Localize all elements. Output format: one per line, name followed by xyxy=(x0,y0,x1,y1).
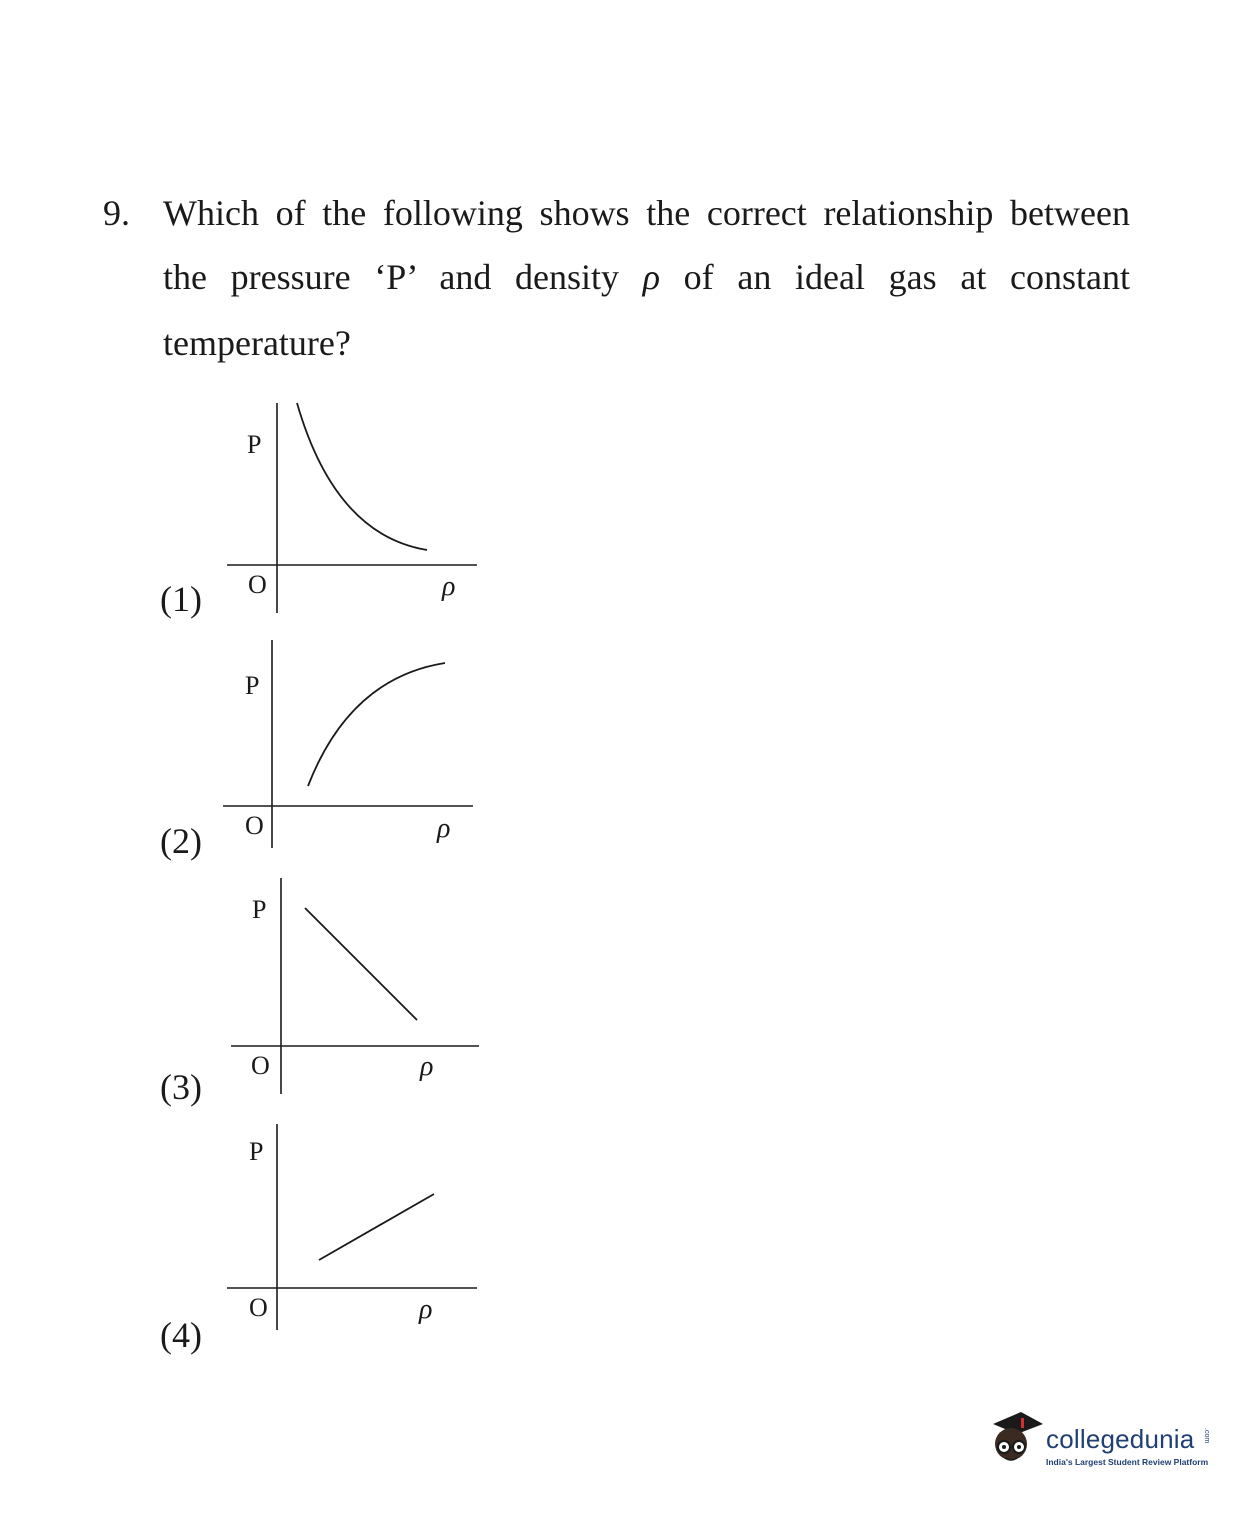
option-2-graph xyxy=(215,638,485,868)
brand-tagline: India's Largest Student Review Platform xyxy=(1046,1457,1209,1467)
y-axis-label: P xyxy=(245,671,260,700)
question-line-3: temperature? xyxy=(163,323,351,363)
x-axis-label: ρ xyxy=(442,571,456,602)
option-4-label: (4) xyxy=(160,1315,202,1355)
brand-suffix: .com xyxy=(1203,1428,1210,1444)
option-1-graph xyxy=(215,395,485,625)
y-axis-label: P xyxy=(247,430,262,459)
pressure-density-curve xyxy=(308,663,445,786)
pressure-density-line xyxy=(319,1194,434,1260)
y-axis-label: P xyxy=(249,1137,264,1166)
origin-label: O xyxy=(248,570,267,599)
pressure-density-curve xyxy=(297,403,427,550)
origin-label: O xyxy=(249,1293,268,1322)
density-symbol: ρ xyxy=(642,257,660,297)
question-line-1: Which of the following shows the correct relationship between xyxy=(163,193,1130,233)
x-axis-label: ρ xyxy=(419,1294,433,1325)
origin-label: O xyxy=(245,811,264,840)
option-4-graph xyxy=(215,1120,485,1350)
brand-name: collegedunia xyxy=(1046,1424,1195,1454)
x-axis-label: ρ xyxy=(437,813,451,844)
option-3-graph xyxy=(215,876,485,1106)
y-axis-label: P xyxy=(252,895,267,924)
origin-label: O xyxy=(251,1051,270,1080)
pressure-density-line xyxy=(305,908,417,1020)
question-line-2: the pressure ‘P’ and density ρ of an ideal gas at constant xyxy=(163,257,1131,297)
option-3-label: (3) xyxy=(160,1067,202,1107)
option-2-label: (2) xyxy=(160,821,202,861)
x-axis-label: ρ xyxy=(420,1051,434,1082)
question-number: 9. xyxy=(103,193,130,233)
option-1-label: (1) xyxy=(160,579,202,619)
